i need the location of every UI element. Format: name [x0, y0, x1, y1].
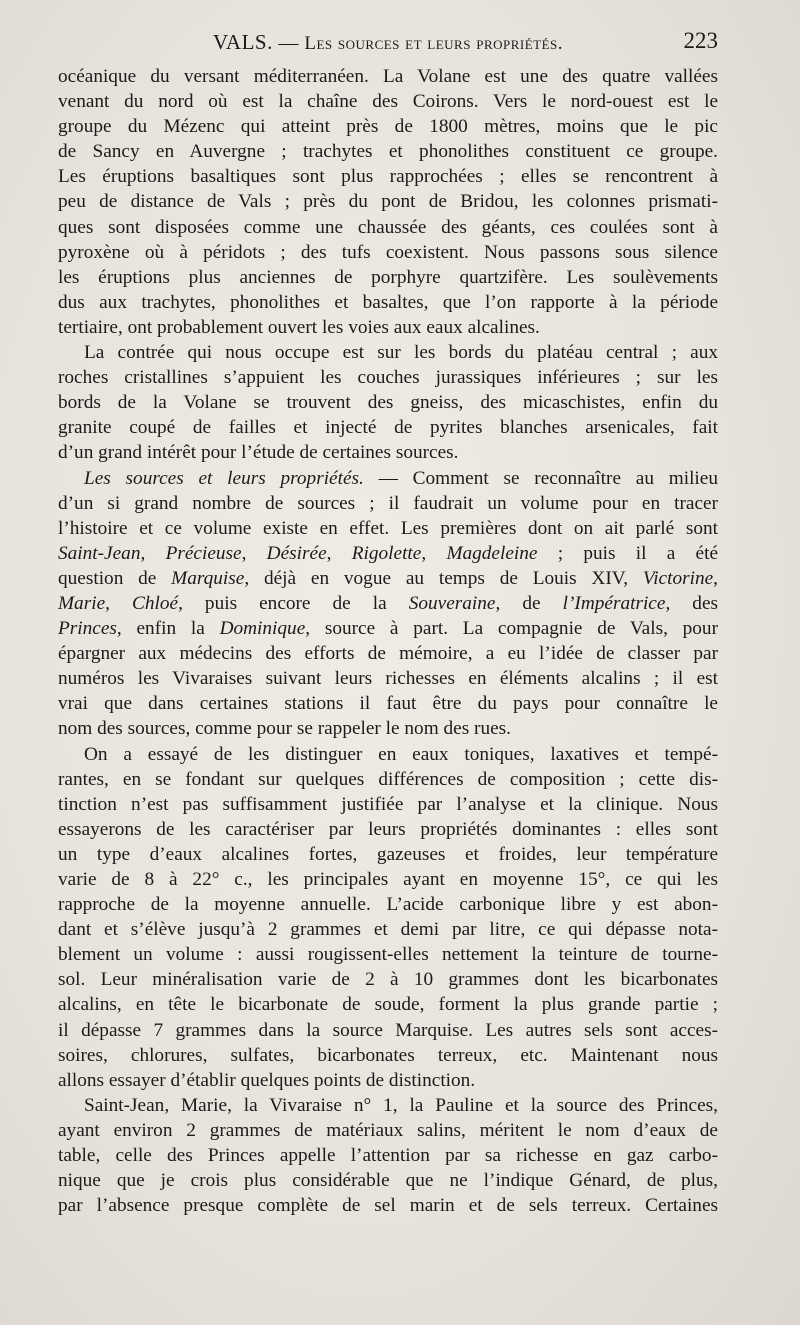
text-line: Les sources et leurs propriétés. — Comment se reconnaître au milieu: [84, 467, 718, 489]
text-line: blement un volume : aussi rougissent-elles nettement la teinture de tourne-: [58, 944, 718, 966]
text-line: La contrée qui nous occupe est sur les bords du platéau central ; aux: [84, 342, 718, 364]
text-line: rantes, en se fondant sur quelques différences de composition ; cette dis-: [58, 768, 718, 790]
text-line: venant du nord où est la chaîne des Coirons. Vers le nord-ouest est le: [58, 91, 718, 113]
text-line: soires, chlorures, sulfates, bicarbonates terreux, etc. Maintenant nous: [58, 1044, 718, 1066]
text-line: pyroxène où à péridots ; des tufs coexistent. Nous passons sous silence: [58, 241, 718, 263]
text-line: varie de 8 à 22° c., les principales ayant en moyenne 15°, ce qui les: [58, 869, 718, 890]
text-line: Princes, enfin la Dominique, source à part. La compagnie de Vals, pour: [58, 618, 718, 640]
text-line: allons essayer d’établir quelques points de distinction.: [58, 1069, 476, 1091]
paragraph: [58, 64, 718, 340]
body-text: [58, 64, 718, 1218]
header-place: VALS.: [212, 30, 273, 54]
text-line: nique que je crois plus considérable que ne l’indique Génard, de plus,: [58, 1170, 718, 1192]
text-line: numéros les Vivaraises suivant leurs richesses en éléments alcalins ; il est: [58, 668, 718, 690]
text-line: tertiaire, ont probablement ouvert les voies aux eaux alcalines.: [58, 316, 540, 338]
text-line: les éruptions plus anciennes de porphyre quartzifère. Les soulèvements: [58, 266, 718, 288]
text-line: sol. Leur minéralisation varie de 2 à 10 grammes dont les bicarbonates: [58, 969, 718, 991]
text-line: rapproche de la moyenne annuelle. L’acide carbonique libre y est abon-: [58, 894, 718, 916]
text-line: océanique du versant méditerranéen. La Volane est une des quatre vallées: [58, 66, 718, 87]
text-line: question de Marquise, déjà en vogue au temps de Louis XIV, Victorine,: [58, 567, 718, 589]
text-line: vrai que dans certaines stations il faut être du pays pour connaître le: [58, 693, 718, 715]
running-header: [58, 28, 718, 58]
text-line: Saint-Jean, Précieuse, Désirée, Rigolette, Magdeleine ; puis il a été: [58, 542, 719, 564]
text-line: il dépasse 7 grammes dans la source Marquise. Les autres sels sont acces-: [58, 1019, 718, 1041]
header-dash: —: [278, 32, 299, 54]
text-line: table, celle des Princes appelle l’attention par sa richesse en gaz carbo-: [58, 1145, 718, 1167]
text-line: roches cristallines s’appuient les couches jurassiques inférieures ; sur les: [58, 367, 718, 389]
paragraph: [58, 742, 718, 1093]
text-line: alcalins, en tête le bicarbonate de soude, forment la plus grande partie ;: [58, 994, 718, 1016]
text-line: peu de distance de Vals ; près du pont de Bridou, les colonnes prismati-: [58, 191, 718, 213]
text-line: épargner aux médecins des efforts de mémoire, a eu l’idée de classer par: [58, 643, 718, 665]
text-line: l’histoire et ce volume existe en effet. Les premières dont on ait parlé sont: [58, 517, 718, 539]
text-line: d’un grand intérêt pour l’étude de certaines sources.: [58, 442, 459, 464]
text-line: nom des sources, comme pour se rappeler le nom des rues.: [58, 718, 511, 740]
paragraph: [58, 1093, 718, 1218]
running-title: [58, 30, 718, 55]
text-line: d’un si grand nombre de sources ; il faudrait un volume pour en tracer: [58, 492, 718, 514]
page-number: 223: [683, 28, 718, 53]
text-line: granite coupé de failles et injecté de pyrites blanches arsenicales, fait: [58, 417, 718, 439]
text-line: par l’absence presque complète de sel marin et de sels terreux. Certaines: [58, 1195, 718, 1217]
paragraph: [58, 466, 718, 742]
text-line: dus aux trachytes, phonolithes et basaltes, que l’on rapporte à la période: [58, 291, 718, 313]
text-line: ayant environ 2 grammes de matériaux salins, méritent le nom d’eaux de: [58, 1119, 718, 1141]
text-line: tinction n’est pas suffisamment justifiée par l’analyse et la clinique. Nous: [58, 793, 718, 815]
text-line: groupe du Mézenc qui atteint près de 1800 mètres, moins que le pic: [58, 116, 718, 138]
text-line: Les éruptions basaltiques sont plus rapprochées ; elles se rencontrent à: [58, 166, 718, 188]
text-line: de Sancy en Auvergne ; trachytes et phonolithes constituent ce groupe.: [58, 141, 718, 163]
text-line: un type d’eaux alcalines fortes, gazeuses et froides, leur température: [58, 843, 718, 865]
text-line: dant et s’élève jusqu’à 2 grammes et demi par litre, ce qui dépasse nota-: [58, 919, 718, 941]
text-line: ques sont disposées comme une chaussée des géants, ces coulées sont à: [58, 216, 718, 238]
text-line: Saint-Jean, Marie, la Vivaraise n° 1, la Pauline et la source des Princes,: [84, 1094, 718, 1116]
text-line: Marie, Chloé, puis encore de la Souveraine, de l’Impératrice, des: [58, 592, 719, 614]
header-section-title: Les sources et leurs propriétés.: [304, 33, 564, 54]
text-line: essayerons de les caractériser par leurs propriétés dominantes : elles sont: [58, 818, 718, 840]
text-line: On a essayé de les distinguer en eaux toniques, laxatives et tempé-: [84, 743, 718, 765]
paragraph: [58, 340, 718, 465]
text-line: bords de la Volane se trouvent des gneiss, des micaschistes, enfin du: [58, 392, 718, 414]
